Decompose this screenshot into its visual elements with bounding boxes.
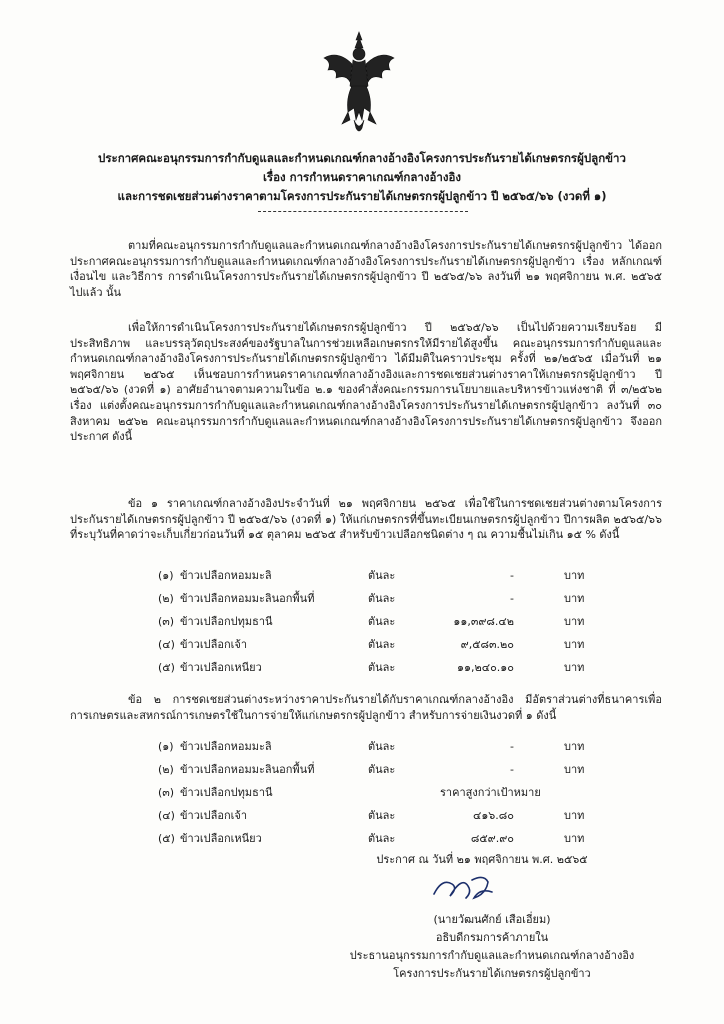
compensation-row bbox=[0, 807, 724, 825]
row-number: (๓) bbox=[158, 786, 175, 799]
intro-paragraph-text: ตามที่คณะอนุกรรมการกำกับดูแลและกำหนดเกณฑ์กลางอ้างอิงโครงการประกันรายได้เกษตรกรผู้ปลูกข้าว ได้ออกประกาศคณะอนุกรรมการกำกับดูแลและกำหนดเกณฑ์กลางอ้างอิงโครงการประกันรายได้เกษตรกรผู้ปลูกข้าว เรื่อง หลักเกณฑ์ เงื่อนไข และวิธีการ การดำเนินโครงการประกันรายได้เกษตรกรผู้ปลูกข้าว ปี ๒๕๖๕/๖๖ ลงวันที่ ๒๑ พฤศจิกายน พ.ศ. ๒๕๖๕ ไปแล้ว นั้น bbox=[70, 239, 662, 299]
signer-position-3: โครงการประกันรายได้เกษตรกรผู้ปลูกข้าว bbox=[393, 967, 591, 980]
signer-name: (นายวัฒนศักย์ เสือเอี่ยม) bbox=[433, 913, 551, 926]
rice-type: ข้าวเปลือกหอมมะลินอกพื้นที่ bbox=[180, 592, 315, 605]
rice-type: ข้าวเปลือกเหนียว bbox=[180, 661, 262, 674]
currency-label: บาท bbox=[564, 615, 585, 628]
currency-label: บาท bbox=[564, 763, 585, 776]
intro-paragraph bbox=[70, 238, 662, 300]
unit-label: ตันละ bbox=[368, 569, 396, 582]
currency-label: บาท bbox=[564, 809, 585, 822]
clause-1-text: ข้อ ๑ ราคาเกณฑ์กลางอ้างอิงประจำวันที่ ๒๑ พฤศจิกายน ๒๕๖๕ เพื่อใช้ในการชดเชยส่วนต่างตามโครงการประกันรายได้เกษตรกรผู้ปลูกข้าว ปี ๒๕๖๕/๖๖ (งวดที่ ๑) ให้แก่เกษตรกรที่ขึ้นทะเบียนเกษตรกรผู้ปลูกข้าว ปีการผลิต ๒๕๖๕/๖๖ ที่ระบุวันที่คาดว่าจะเก็บเกี่ยวก่อนวันที่ ๑๕ ตุลาคม ๒๕๖๕ สำหรับข้าวเปลือกชนิดต่าง ๆ ณ ความชื้นไม่เกิน ๑๕ % ดังนี้ bbox=[70, 497, 662, 542]
title-line-1: ประกาศคณะอนุกรรมการกำกับดูแลและกำหนดเกณฑ์กลางอ้างอิงโครงการประกันรายได้เกษตรกรผู้ปลูกข้าว bbox=[98, 151, 626, 165]
price-row bbox=[0, 659, 724, 677]
price-note: ราคาสูงกว่าเป้าหมาย bbox=[440, 786, 541, 799]
signer-position-2: ประธานอนุกรรมการกำกับดูแลและกำหนดเกณฑ์กลางอ้างอิง bbox=[349, 949, 635, 962]
unit-label: ตันละ bbox=[368, 615, 396, 628]
compensation-row bbox=[0, 784, 724, 802]
compensation-value: - bbox=[510, 763, 514, 776]
price-value: - bbox=[510, 592, 514, 605]
unit-label: ตันละ bbox=[368, 638, 396, 651]
compensation-value: ๔๑๖.๘๐ bbox=[473, 809, 514, 822]
row-number: (๔) bbox=[158, 809, 175, 822]
title-line-2: เรื่อง การกำหนดราคาเกณฑ์กลางอ้างอิง bbox=[262, 170, 462, 184]
price-value: - bbox=[510, 569, 514, 582]
row-number: (๕) bbox=[158, 832, 175, 845]
unit-label: ตันละ bbox=[368, 661, 396, 674]
garuda-emblem-icon bbox=[318, 28, 400, 138]
row-number: (๓) bbox=[158, 615, 175, 628]
clause-2-text: ข้อ ๒ การชดเชยส่วนต่างระหว่างราคาประกันรายได้กับราคาเกณฑ์กลางอ้างอิง มีอัตราส่วนต่างที่ธนาคารเพื่อการเกษตรและสหกรณ์การเกษตรใช้ในการจ่ายให้แก่เกษตรกรผู้ปลูกข้าว สำหรับการจ่ายเงินงวดที่ ๑ ดังนี้ bbox=[70, 693, 662, 722]
row-number: (๕) bbox=[158, 661, 175, 674]
row-number: (๔) bbox=[158, 638, 175, 651]
unit-label: ตันละ bbox=[368, 832, 396, 845]
currency-label: บาท bbox=[564, 832, 585, 845]
rice-type: ข้าวเปลือกหอมมะลิ bbox=[180, 740, 272, 753]
price-value: ๙,๕๘๓.๒๐ bbox=[460, 638, 514, 651]
compensation-row bbox=[0, 738, 724, 756]
row-number: (๑) bbox=[158, 740, 174, 753]
clause-1-paragraph bbox=[70, 496, 662, 543]
price-row bbox=[0, 636, 724, 654]
row-number: (๒) bbox=[158, 592, 174, 605]
clause-2-paragraph bbox=[70, 692, 662, 723]
currency-label: บาท bbox=[564, 592, 585, 605]
signer-position-1: อธิบดีกรมการค้าภายใน bbox=[435, 931, 549, 944]
rice-type: ข้าวเปลือกเจ้า bbox=[180, 638, 248, 651]
title-divider bbox=[258, 211, 468, 212]
row-number: (๒) bbox=[158, 763, 174, 776]
currency-label: บาท bbox=[564, 638, 585, 651]
handwritten-signature bbox=[428, 870, 498, 904]
price-row bbox=[0, 613, 724, 631]
rice-type: ข้าวเปลือกปทุมธานี bbox=[180, 786, 273, 799]
unit-label: ตันละ bbox=[368, 740, 396, 753]
rice-type: ข้าวเปลือกปทุมธานี bbox=[180, 615, 273, 628]
unit-label: ตันละ bbox=[368, 592, 396, 605]
currency-label: บาท bbox=[564, 569, 585, 582]
price-row bbox=[0, 590, 724, 608]
unit-label: ตันละ bbox=[368, 809, 396, 822]
compensation-value: ๘๕๙.๙๐ bbox=[470, 832, 514, 845]
price-row bbox=[0, 567, 724, 585]
rice-type: ข้าวเปลือกเหนียว bbox=[180, 832, 262, 845]
row-number: (๑) bbox=[158, 569, 174, 582]
compensation-value: - bbox=[510, 740, 514, 753]
compensation-row bbox=[0, 830, 724, 848]
compensation-row bbox=[0, 761, 724, 779]
price-value: ๑๑,๒๔๐.๑๐ bbox=[457, 661, 514, 674]
price-value: ๑๑,๓๙๘.๔๒ bbox=[453, 615, 514, 628]
currency-label: บาท bbox=[564, 661, 585, 674]
announce-date: ประกาศ ณ วันที่ ๒๑ พฤศจิกายน พ.ศ. ๒๕๖๕ bbox=[376, 853, 588, 866]
title-line-3: และการชดเชยส่วนต่างราคาตามโครงการประกันรายได้เกษตรกรผู้ปลูกข้าว ปี ๒๕๖๕/๖๖ (งวดที่ ๑) bbox=[117, 189, 607, 203]
purpose-paragraph bbox=[70, 320, 662, 445]
purpose-paragraph-text: เพื่อให้การดำเนินโครงการประกันรายได้เกษตรกรผู้ปลูกข้าว ปี ๒๕๖๕/๖๖ เป็นไปด้วยความเรียบร้อย มีประสิทธิภาพ และบรรลุวัตถุประสงค์ของรัฐบาลในการช่วยเหลือเกษตรกรให้มีรายได้สูงขึ้น คณะอนุกรรมการกำกับดูแลและกำหนดเกณฑ์กลางอ้างอิงโครงการประกันรายได้เกษตรกรผู้ปลูกข้าว ได้มีมติในคราวประชุม ครั้งที่ ๒๑/๒๕๖๕ เมื่อวันที่ ๒๑ พฤศจิกายน ๒๕๖๕ เห็นชอบการกำหนดราคาเกณฑ์กลางอ้างอิงและการชดเชยส่วนต่างราคาให้เกษตรกรผู้ปลูกข้าว ปี ๒๕๖๕/๖๖ (งวดที่ ๑) อาศัยอำนาจตามความในข้อ ๒.๑ ของคำสั่งคณะกรรมการนโยบายและบริหารข้าวแห่งชาติ ที่ ๓/๒๕๖๒ เรื่อง แต่งตั้งคณะอนุกรรมการกำกับดูแลและกำหนดเกณฑ์กลางอ้างอิงโครงการประกันรายได้เกษตรกรผู้ปลูกข้าว ลงวันที่ ๓๐ สิงหาคม ๒๕๖๒ คณะอนุกรรมการกำกับดูแลและกำหนดเกณฑ์กลางอ้างอิงโครงการประกันรายได้เกษตรกรผู้ปลูกข้าว จึงออกประกาศ ดังนี้ bbox=[70, 321, 662, 444]
unit-label: ตันละ bbox=[368, 763, 396, 776]
rice-type: ข้าวเปลือกหอมมะลินอกพื้นที่ bbox=[180, 763, 315, 776]
rice-type: ข้าวเปลือกหอมมะลิ bbox=[180, 569, 272, 582]
rice-type: ข้าวเปลือกเจ้า bbox=[180, 809, 248, 822]
currency-label: บาท bbox=[564, 740, 585, 753]
